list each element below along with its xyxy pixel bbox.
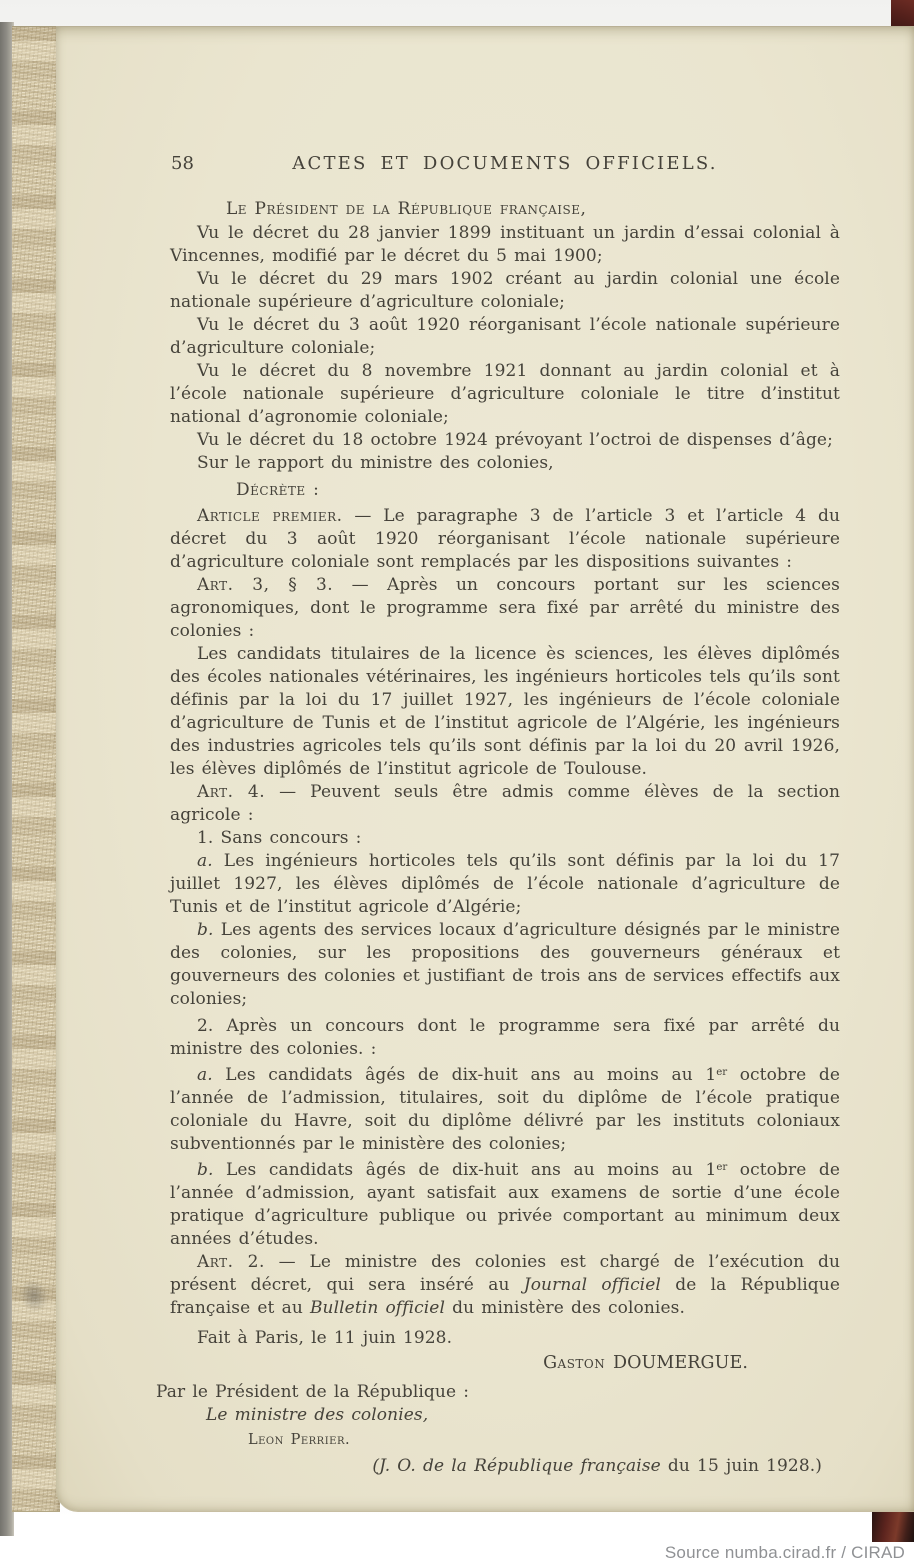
paragraph-item-2b: b. Les candidats âgés de dix-huit ans au moins au 1er octobre de l’année d’admission, ayant satisfait aux examens de sortie d’une école pratique d’agriculture publique ou privée comportant au minimum deux années d’études. <box>170 1160 840 1250</box>
paragraph-ministre-colonies: Le ministre des colonies, <box>206 1405 429 1426</box>
page-body <box>156 198 840 1478</box>
paragraph-signature: Gaston DOUMERGUE. <box>543 1353 748 1374</box>
paragraph-visa-1902: Vu le décret du 29 mars 1902 créant au jardin colonial une école nationale supérieure d’agriculture coloniale; <box>170 269 840 312</box>
paragraph-visa-1920: Vu le décret du 3 août 1920 réorganisant l’école nationale supérieure d’agriculture coloniale; <box>170 315 840 358</box>
paragraph-item-2: 2. Après un concours dont le programme sera fixé par arrêté du ministre des colonies. : <box>170 1016 840 1059</box>
book-block <box>12 26 914 1512</box>
paragraph-salutation: Le Président de la République française, <box>226 199 587 219</box>
paragraph-par-le-president: Par le Président de la République : <box>156 1382 470 1403</box>
paragraph-leon-perrier: Leon Perrier. <box>248 1432 351 1449</box>
page-content <box>56 27 914 1511</box>
paragraph-art-2: Art. 2. — Le ministre des colonies est chargé de l’exécution du présent décret, qui sera inséré au Journal officiel de la République française et au Bulletin officiel du ministère des colonies. <box>170 1252 840 1319</box>
paragraph-visa-1899: Vu le décret du 28 janvier 1899 instituant un jardin d’essai colonial à Vincennes, modifié par le décret du 5 mai 1900; <box>170 223 840 266</box>
paragraph-art-3-par-3: Art. 3, § 3. — Après un concours portant sur les sciences agronomiques, dont le programme sera fixé par arrêté du ministre des colonies : <box>170 575 840 641</box>
paragraph-decrete: Décrète : <box>236 480 320 500</box>
paragraph-visa-1921: Vu le décret du 8 novembre 1921 donnant au jardin colonial et à l’école nationale supérieure d’agriculture coloniale le titre d’institut national d’agronomie coloniale; <box>170 361 840 427</box>
paragraph-item-1b: b. Les agents des services locaux d’agriculture désignés par le ministre des colonies, sur les propositions des gouverneurs généraux et gouverneurs des colonies et justifiant de trois ans de services effectifs aux colonies; <box>170 920 840 1009</box>
paragraph-candidats-titulaires: Les candidats titulaires de la licence ès sciences, les élèves diplômés des écoles nationales vétérinaires, les ingénieurs horticoles tels qu’ils sont définis par la loi du 17 juillet 1927, les ingénieurs de l’école coloniale d’agriculture de Tunis et de l’institut agricole de l’Algérie, les ingénieurs des industries agricoles tels qu’ils sont définis par la loi du 20 avril 1926, les élèves diplômés de l’institut agricole de Toulouse. <box>170 644 840 779</box>
paragraph-visa-1924: Vu le décret du 18 octobre 1924 prévoyant l’octroi de dispenses d’âge; <box>197 430 833 450</box>
paragraph-art-4: Art. 4. — Peuvent seuls être admis comme élèves de la section agricole : <box>170 782 840 825</box>
paragraph-item-1a: a. Les ingénieurs horticoles tels qu’ils sont définis par la loi du 17 juillet 1927, les élèves diplômés de l’école nationale d’agriculture de Tunis et de l’institut agricole d’Algérie; <box>170 851 840 917</box>
running-title: ACTES ET DOCUMENTS OFFICIELS. <box>292 153 718 174</box>
paragraph-fait-a-paris: Fait à Paris, le 11 juin 1928. <box>197 1328 453 1349</box>
page-number: 58 <box>171 153 194 174</box>
margin-smudge <box>15 1276 52 1317</box>
source-label: Source numba.cirad.fr / CIRAD <box>664 1543 905 1562</box>
paragraph-item-2a: a. Les candidats âgés de dix-huit ans au moins au 1er octobre de l’année de l’admission, titulaires, soit du diplôme de l’école pratique coloniale du Havre, soit du diplôme délivré par les instituts coloniaux subventionnés par le ministère des colonies; <box>170 1065 840 1155</box>
paper-page <box>56 26 914 1512</box>
page-header <box>170 153 840 176</box>
paragraph-rapport: Sur le rapport du ministre des colonies, <box>197 453 554 473</box>
source-attribution <box>665 1543 905 1563</box>
paragraph-item-1: 1. Sans concours : <box>197 828 362 848</box>
paragraph-journal-officiel-ref: (J. O. de la République française du 15 juin 1928.) <box>372 1456 822 1477</box>
page-deckle-edge <box>12 26 60 1512</box>
paragraph-article-premier: Article premier. — Le paragraphe 3 de l’article 3 et l’article 4 du décret du 3 août 1920 réorganisant l’école nationale supérieure d’agriculture coloniale sont remplacés par les dispositions suivantes : <box>170 506 840 572</box>
